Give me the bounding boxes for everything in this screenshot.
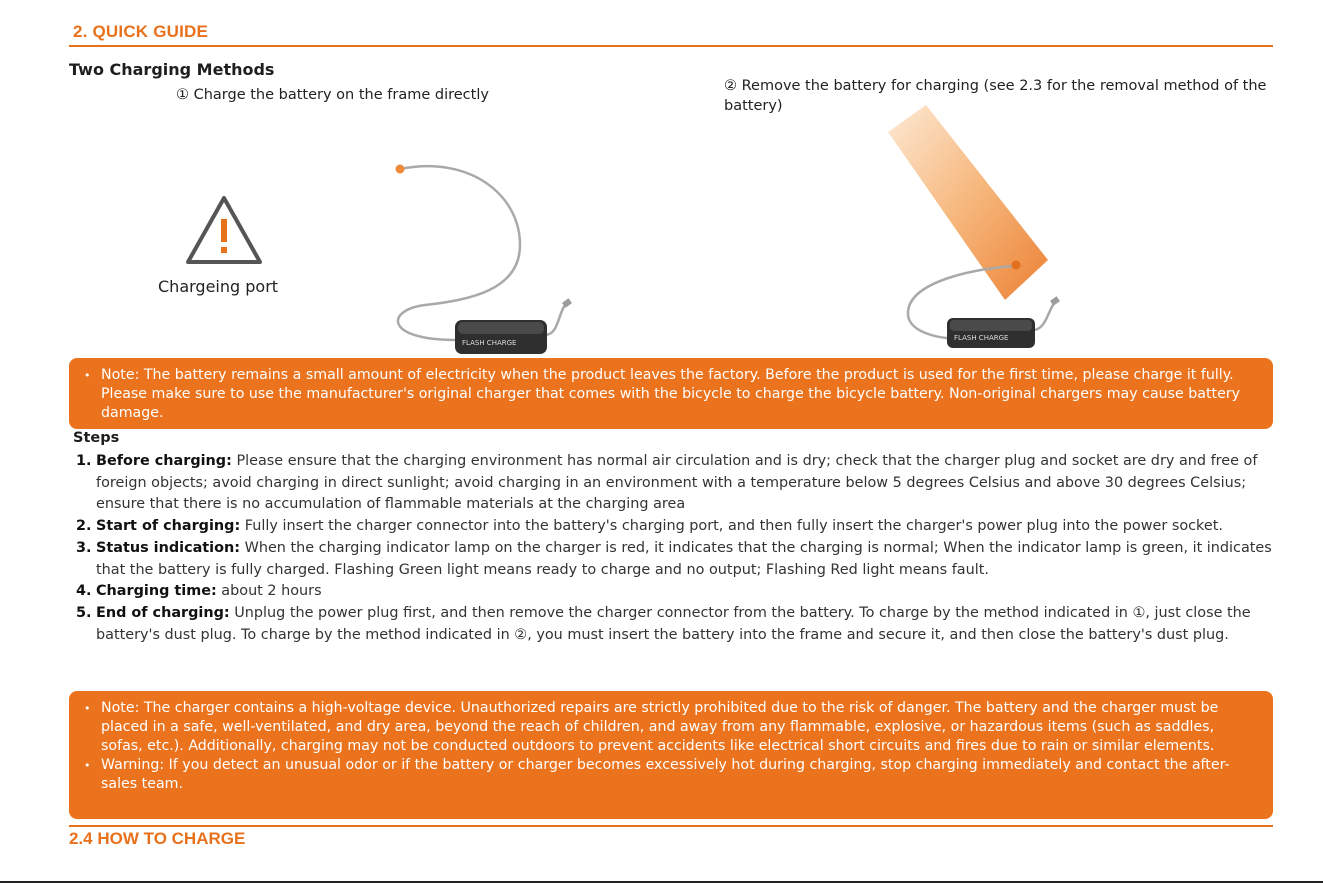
step-heading: Charging time: (96, 583, 217, 600)
step-item (76, 581, 1281, 603)
charger-brick-icon (947, 318, 1035, 348)
step-number: 1. (76, 453, 92, 469)
charger-illustration-frame (380, 150, 590, 360)
step-heading: Before charging: (96, 453, 232, 469)
step-heading: End of charging: (96, 604, 230, 621)
steps-list (76, 451, 1281, 646)
step-number: 5. (76, 604, 92, 621)
battery-pack (888, 105, 1048, 300)
safety-note-text: Note: The charger contains a high-voltage device. Unauthorized repairs are strictly prohibited due to the risk of danger. The battery and the charger must be placed in a safe, well-ventilated, and dry area, beyond the reach of children, and away from any flammable, explosive, or hazardous items (such as saddles, sofas, etc.). Additionally, charging may not be conducted outdoors to prevent accidents like electrical short circuits and fires due to rain or similar elements. (101, 700, 1219, 754)
step-number: 2. (76, 518, 92, 535)
battery-note (69, 366, 1273, 423)
step-item (76, 451, 1281, 516)
step-text: When the charging indicator lamp on the charger is red, it indicates that the charging is normal; When the indicator lamp is green, it indicates that the battery is fully charged. Flashing Green light means ready to charge and no output; Flashing Red light means fault. (96, 539, 1272, 578)
safety-note (69, 699, 1273, 756)
step-text: Please ensure that the charging environment has normal air circulation and is dry; check that the charger plug and socket are dry and free of foreign objects; avoid charging in direct sunlight; avoid charging in an environment with a temperature below 5 degrees Celsius and above 30 degrees Celsius; ensure that there is no accumulation of flammable materials at the charging area (96, 453, 1258, 513)
warning-triangle-icon (184, 194, 264, 266)
step-item (76, 516, 1281, 538)
charging-port-label: Chargeing port (158, 277, 279, 296)
step-item (76, 538, 1281, 581)
step-text: Unplug the power plug first, and then remove the charger connector from the battery. To charge by the method indicated in ①, just close the battery's dust plug. To charge by the method indicated in ②, you must insert the battery into the frame and secure it, and then close the battery's dust plug. (96, 604, 1251, 643)
charge-port-dot (396, 165, 405, 174)
battery-illustration (870, 100, 1080, 350)
bullet: • (84, 702, 91, 715)
bullet: • (84, 369, 91, 382)
step-number: 3. (76, 539, 92, 556)
svg-text:FLASH CHARGE: FLASH CHARGE (954, 334, 1009, 342)
step-heading: Start of charging: (96, 518, 241, 535)
charger-brick-icon (455, 320, 547, 354)
step-text: about 2 hours (216, 583, 322, 600)
warning-note-text: Warning: If you detect an unusual odor or if the battery or charger becomes excessively hot during charging, stop charging immediately and contact the after-sales team. (101, 757, 1230, 792)
svg-text:FLASH CHARGE: FLASH CHARGE (462, 339, 517, 347)
battery-note-box (69, 358, 1273, 429)
bullet: • (84, 759, 91, 772)
warning-note (69, 756, 1273, 794)
steps-heading: Steps (73, 430, 120, 446)
step-heading: Status indication: (96, 539, 241, 556)
battery-note-text: Note: The battery remains a small amount of electricity when the product leaves the factory. Before the product is used for the first time, please charge it fully. Please make sure to use the manufacturer's original charger that comes with the bicycle to charge the bicycle battery. Non-original chargers may cause battery damage. (101, 367, 1241, 421)
step-text: Fully insert the charger connector into the battery's charging port, and then fully insert the charger's power plug into the power socket. (240, 518, 1223, 535)
step-number: 4. (76, 583, 92, 600)
section-divider (69, 825, 1273, 827)
methods-heading: Two Charging Methods (69, 60, 275, 79)
method-1-caption: ① Charge the battery on the frame directly (176, 87, 489, 103)
section-divider (69, 45, 1273, 47)
safety-note-box (69, 691, 1273, 819)
section-title: 2. QUICK GUIDE (73, 22, 209, 41)
step-item (76, 603, 1281, 646)
next-section-title: 2.4 HOW TO CHARGE (69, 829, 246, 848)
method-2-caption: ② Remove the battery for charging (see 2.3 for the removal method of the battery) (724, 78, 1267, 114)
